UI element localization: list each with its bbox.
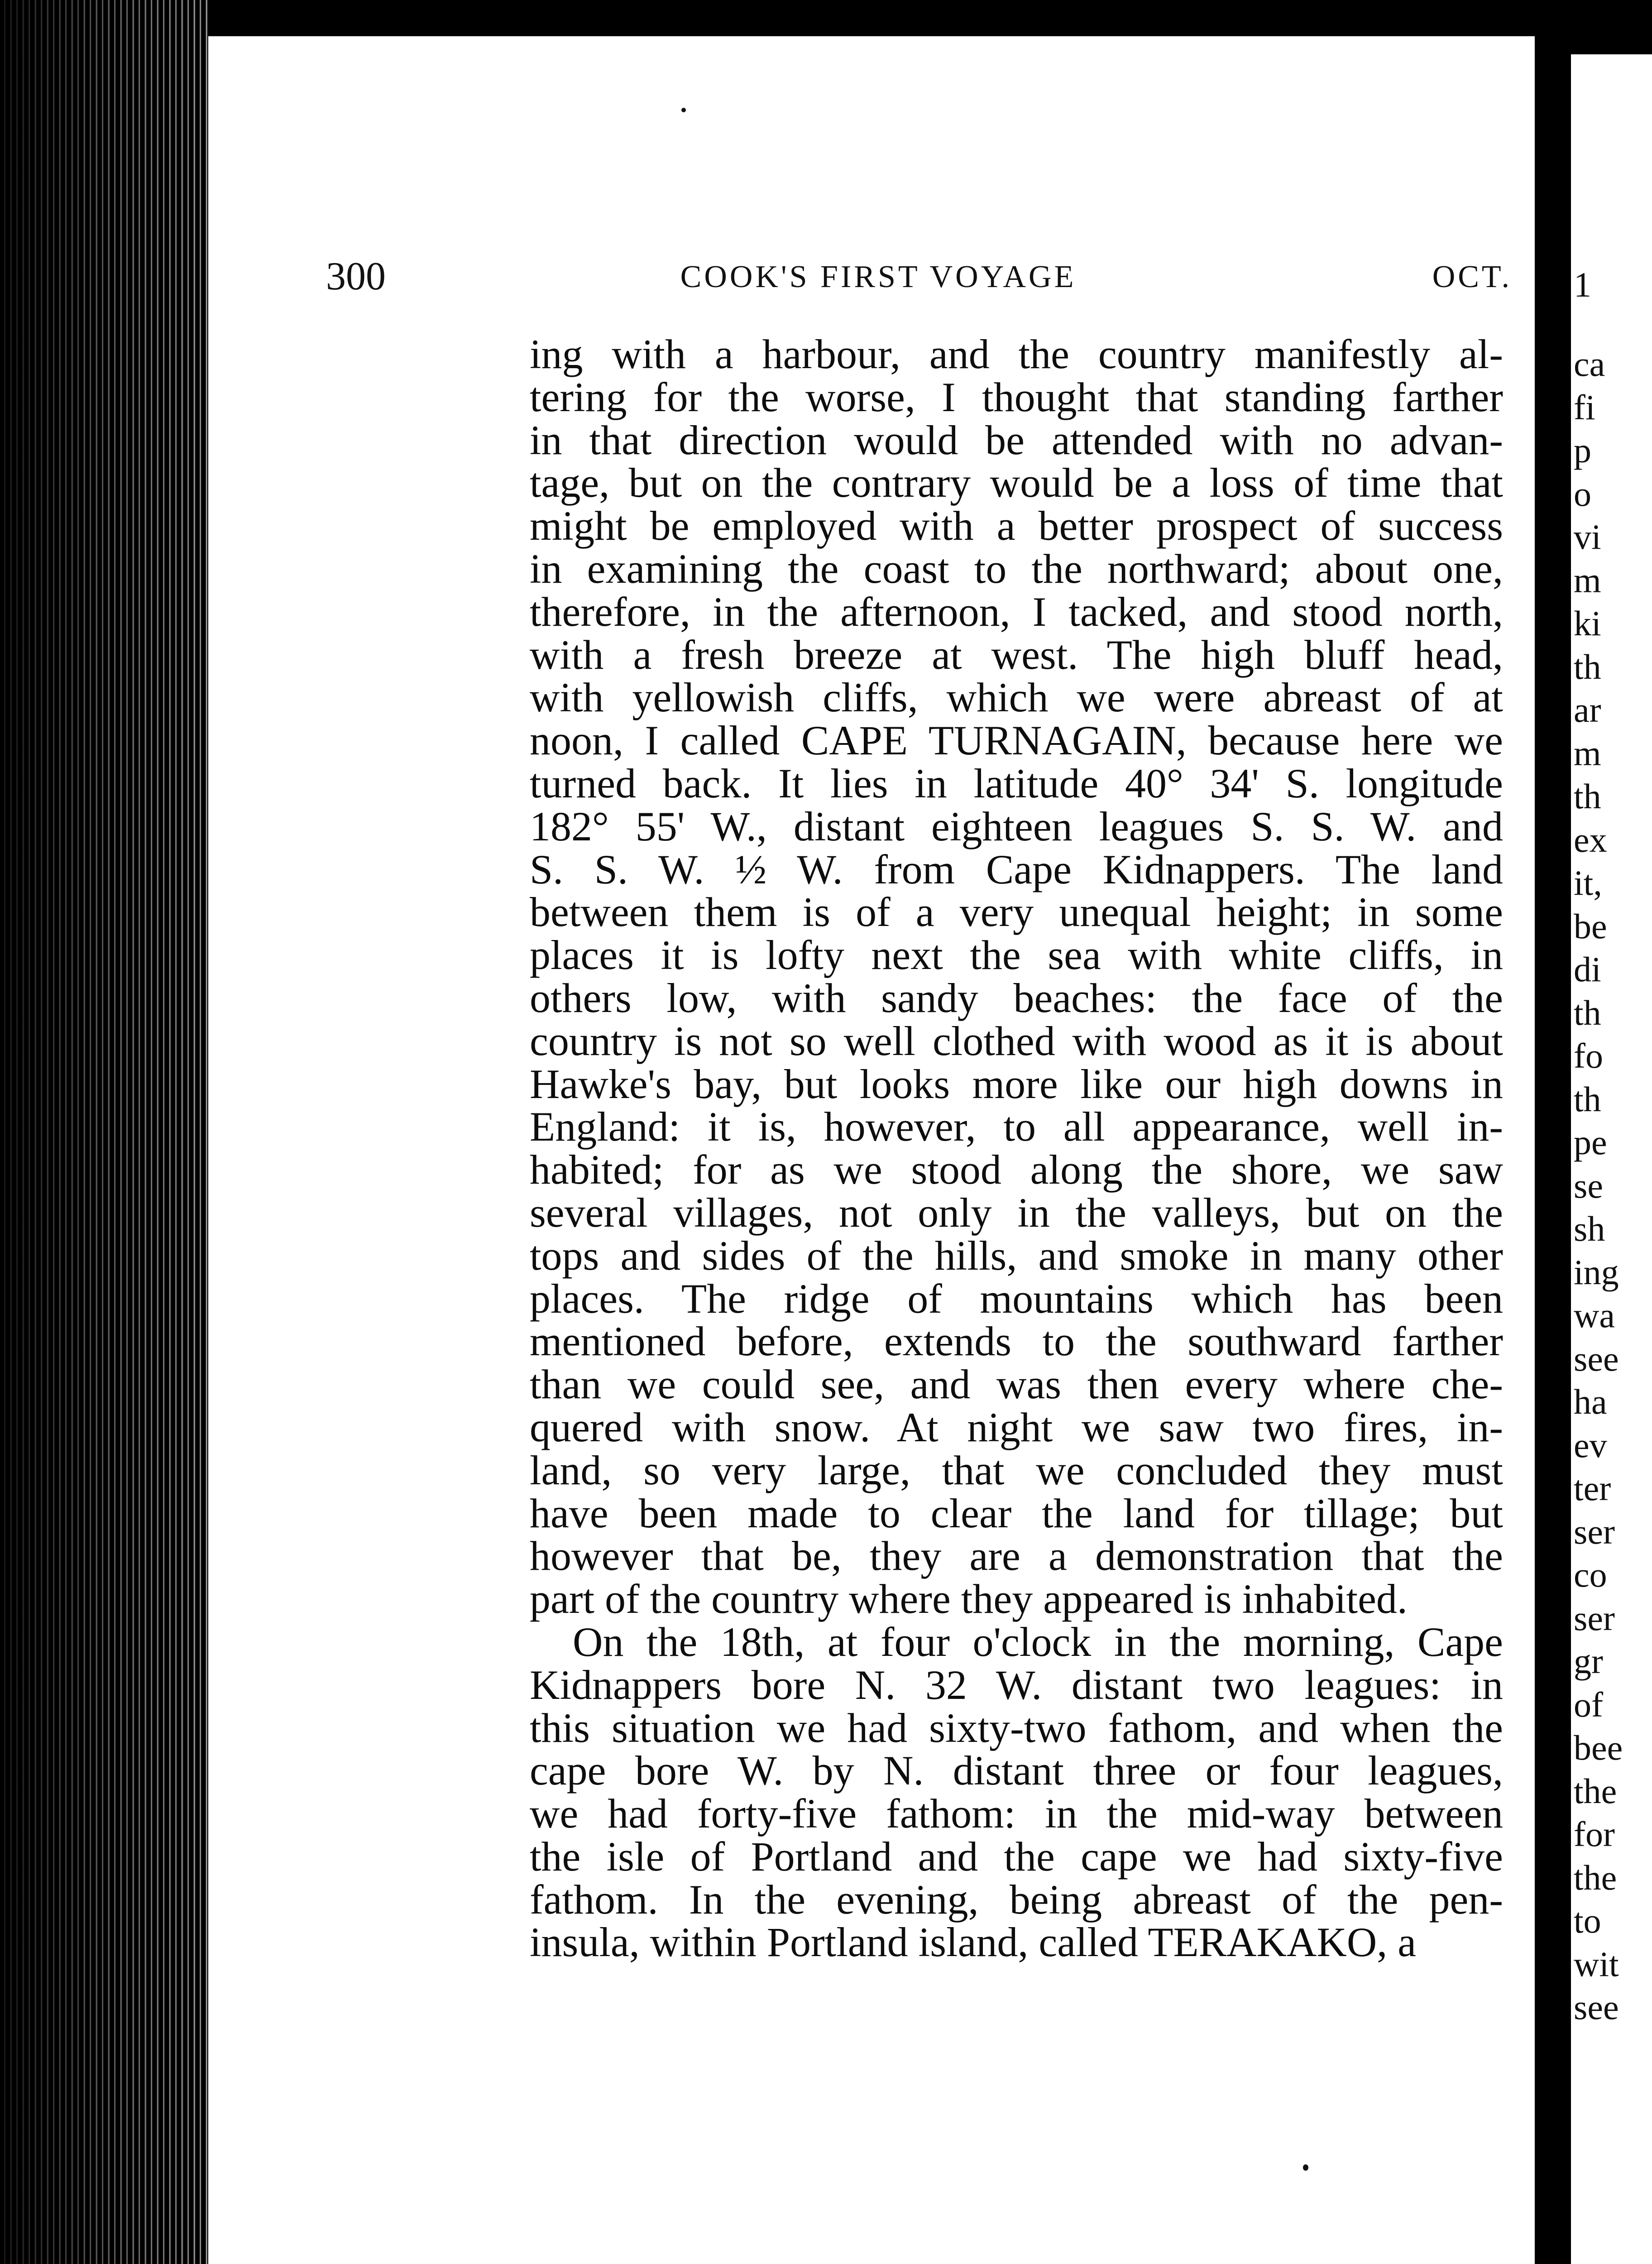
facing-page-line: ter: [1574, 1468, 1611, 1508]
running-head: [326, 254, 1512, 303]
text-line: tering for the worse, I thought that standing farther: [530, 374, 1503, 420]
facing-page-gutter: [1535, 0, 1571, 2264]
text-line: however that be, they are a demonstration that the: [530, 1533, 1503, 1579]
facing-page-line: m: [1574, 733, 1601, 773]
text-line: turned back. It lies in latitude 40° 34' S. longitude: [530, 760, 1503, 806]
facing-page-line: wit: [1574, 1944, 1619, 1984]
text-line: in examining the coast to the northward; about one,: [530, 545, 1503, 592]
text-line: noon, I called CAPE TURNAGAIN, because here we: [530, 717, 1503, 764]
text-line: tops and sides of the hills, and smoke in many other: [530, 1232, 1503, 1279]
facing-page-line: ki: [1574, 604, 1601, 643]
gutter-shadow: [0, 0, 208, 2264]
text-line: we had forty-five fathom: in the mid-way between: [530, 1790, 1503, 1837]
text-line: S. S. W. ½ W. from Cape Kidnappers. The land: [530, 846, 1503, 892]
facing-page-line: see: [1574, 1338, 1619, 1378]
text-line: therefore, in the afternoon, I tacked, and stood north,: [530, 588, 1503, 635]
facing-page-line: co: [1574, 1555, 1607, 1594]
body-text: [530, 333, 1503, 1964]
facing-page-line: th: [1574, 993, 1601, 1032]
text-line: cape bore W. by N. distant three or four leagues,: [530, 1747, 1503, 1794]
running-title: COOK'S FIRST VOYAGE: [680, 259, 1077, 294]
facing-page-line: the: [1574, 1857, 1617, 1897]
facing-page-line: fi: [1574, 387, 1595, 427]
text-line: fathom. In the evening, being abreast of the pen-: [530, 1876, 1503, 1923]
facing-page-line: m: [1574, 560, 1601, 600]
facing-page-line: bee: [1574, 1728, 1623, 1767]
facing-page-line: ar: [1574, 690, 1601, 729]
facing-page-line: see: [1574, 1987, 1619, 2027]
facing-page-line: it,: [1574, 863, 1602, 902]
facing-page-line: for: [1574, 1814, 1615, 1854]
text-line: ing with a harbour, and the country manifestly al-: [530, 331, 1503, 377]
facing-page-line: fo: [1574, 1036, 1603, 1075]
facing-page-line: of: [1574, 1684, 1603, 1724]
text-line: with a fresh breeze at west. The high bluff head,: [530, 631, 1503, 678]
facing-page-line: ser: [1574, 1511, 1615, 1551]
text-line: England: it is, however, to all appearance, well in-: [530, 1103, 1503, 1150]
text-line: the isle of Portland and the cape we had sixty-five: [530, 1833, 1503, 1880]
facing-page-line: ev: [1574, 1425, 1607, 1465]
text-line: this situation we had sixty-two fathom, and when the: [530, 1704, 1503, 1751]
text-line: others low, with sandy beaches: the face of the: [530, 974, 1503, 1021]
text-line: places. The ridge of mountains which has been: [530, 1275, 1503, 1322]
facing-page-line: 1: [1574, 265, 1591, 304]
text-line: might be employed with a better prospect of success: [530, 503, 1503, 549]
text-line: with yellowish cliffs, which we were abreast of at: [530, 674, 1503, 721]
facing-page-line: to: [1574, 1901, 1601, 1940]
ink-speck: [681, 108, 686, 112]
facing-page-line: vi: [1574, 517, 1601, 556]
facing-page-line: pe: [1574, 1122, 1607, 1162]
facing-page-line: ha: [1574, 1382, 1607, 1421]
text-line: part of the country where they appeared is inhabited.: [530, 1576, 1408, 1622]
running-month: OCT.: [1432, 259, 1512, 294]
text-line: country is not so well clothed with wood as it is about: [530, 1017, 1503, 1064]
text-line: 182° 55' W., distant eighteen leagues S. S. W. and: [530, 803, 1503, 849]
text-line: habited; for as we stood along the shore, we saw: [530, 1146, 1503, 1193]
facing-page-line: ca: [1574, 344, 1605, 384]
text-line: than we could see, and was then every where che-: [530, 1361, 1503, 1408]
facing-page-line: be: [1574, 906, 1607, 946]
facing-page-line: se: [1574, 1166, 1603, 1205]
facing-page-line: gr: [1574, 1641, 1603, 1681]
facing-page-line: ser: [1574, 1598, 1615, 1638]
facing-page-line: ing: [1574, 1252, 1619, 1292]
text-line: On the 18th, at four o'clock in the morning, Cape: [573, 1618, 1503, 1665]
text-line: quered with snow. At night we saw two fires, in-: [530, 1404, 1503, 1450]
facing-page-line: di: [1574, 950, 1601, 989]
text-line: land, so very large, that we concluded they must: [530, 1447, 1503, 1493]
text-line: places it is lofty next the sea with white cliffs, in: [530, 932, 1503, 979]
text-line: several villages, not only in the valleys, but on the: [530, 1189, 1503, 1236]
text-line: between them is of a very unequal height; in some: [530, 889, 1503, 935]
ink-speck: [1303, 2164, 1308, 2171]
text-line: Kidnappers bore N. 32 W. distant two leagues: in: [530, 1661, 1503, 1708]
facing-page-line: wa: [1574, 1295, 1615, 1335]
facing-page-line: th: [1574, 777, 1601, 816]
text-line: in that direction would be attended with no advan-: [530, 417, 1503, 463]
facing-page-fragment: [1571, 54, 1652, 2264]
facing-page-line: p: [1574, 431, 1591, 470]
text-line: Hawke's bay, but looks more like our high downs in: [530, 1060, 1503, 1107]
facing-page-line: sh: [1574, 1209, 1605, 1248]
page-number: 300: [326, 254, 386, 298]
text-line: have been made to clear the land for tillage; but: [530, 1490, 1503, 1536]
text-line: insula, within Portland island, called TERAKAKO, a: [530, 1919, 1417, 1966]
text-line: mentioned before, extends to the southward farther: [530, 1318, 1503, 1365]
facing-page-line: o: [1574, 474, 1591, 513]
text-line: tage, but on the contrary would be a loss of time that: [530, 460, 1503, 506]
facing-page-line: th: [1574, 647, 1601, 686]
facing-page-line: the: [1574, 1771, 1617, 1811]
facing-page-line: th: [1574, 1079, 1601, 1119]
facing-page-line: ex: [1574, 820, 1607, 859]
